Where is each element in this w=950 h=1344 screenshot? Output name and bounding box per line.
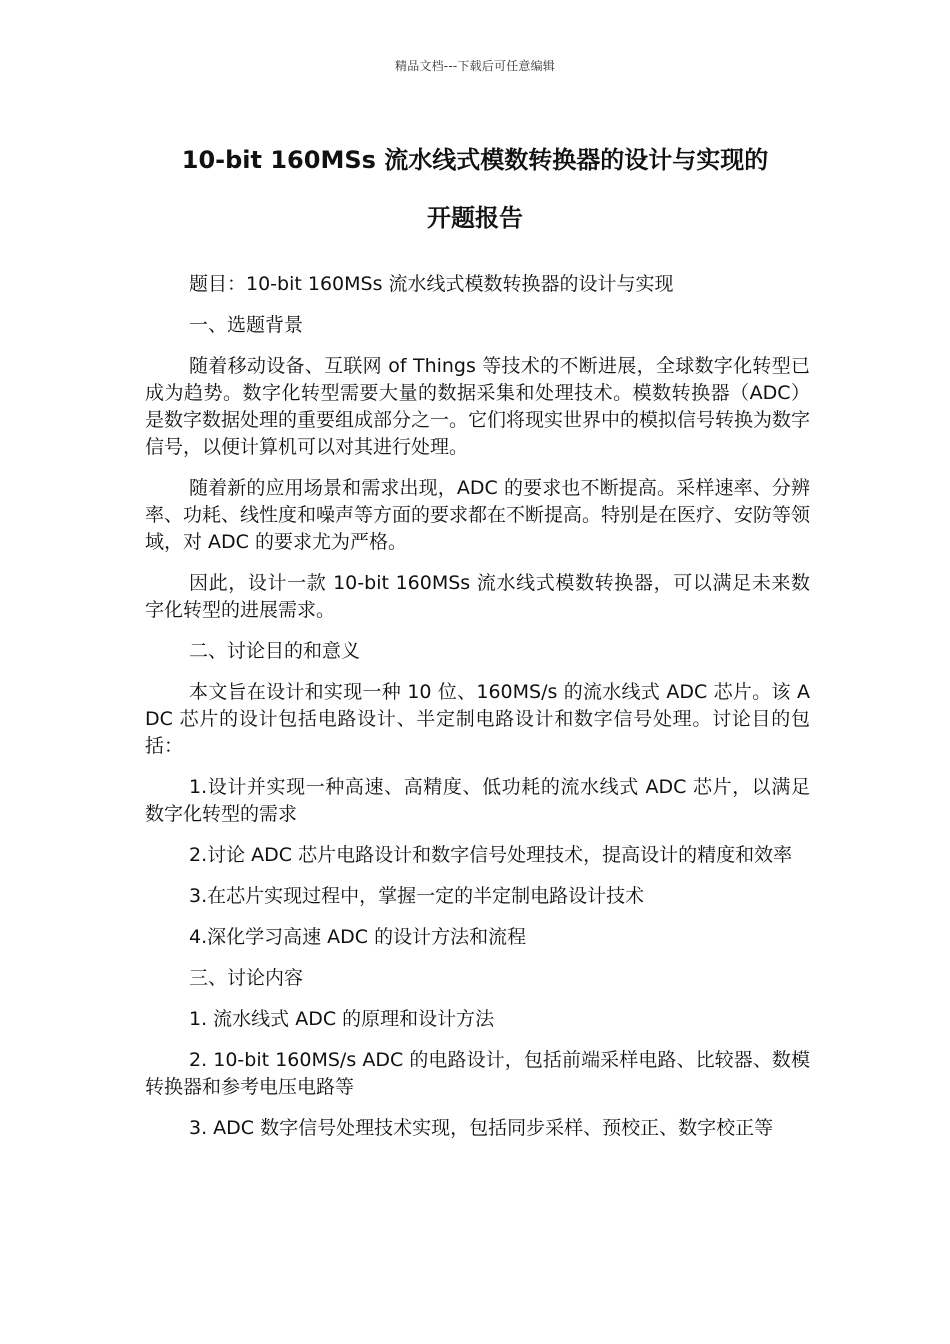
subject-line: 题目：10-bit 160MSs 流水线式模数转换器的设计与实现 (189, 273, 674, 295)
section-heading-background: 一、选题背景 (189, 314, 304, 336)
document-title-line-2: 开题报告 (427, 204, 523, 232)
list-item: 1.设计并实现一种高速、高精度、低功耗的流水线式 ADC 芯片，以满足数字化转型的需求 (145, 776, 810, 825)
list-item: 3.在芯片实现过程中，掌握一定的半定制电路设计技术 (189, 885, 645, 907)
section-heading-content: 三、讨论内容 (189, 967, 304, 989)
list-item: 3. ADC 数字信号处理技术实现，包括同步采样、预校正、数字校正等 (189, 1117, 774, 1139)
body-paragraph: 随着新的应用场景和需求出现，ADC 的要求也不断提高。采样速率、分辨率、功耗、线性度和噪声等方面的要求都在不断提高。特别是在医疗、安防等领域，对 ADC 的要求尤为严格。 (145, 477, 811, 553)
document-title-line-1: 10-bit 160MSs 流水线式模数转换器的设计与实现的 (181, 146, 769, 174)
document-body (145, 271, 810, 1156)
body-paragraph: 因此，设计一款 10-bit 160MSs 流水线式模数转换器，可以满足未来数字化转型的进展需求。 (145, 572, 810, 621)
list-item: 1. 流水线式 ADC 的原理和设计方法 (189, 1008, 495, 1030)
header-note: 精品文档---下载后可任意编辑 (395, 59, 555, 73)
list-item: 2. 10-bit 160MS/s ADC 的电路设计，包括前端采样电路、比较器、数模转换器和参考电压电路等 (145, 1049, 810, 1098)
body-paragraph: 本文旨在设计和实现一种 10 位、160MS/s 的流水线式 ADC 芯片。该 ADC 芯片的设计包括电路设计、半定制电路设计和数字信号处理。讨论目的包括： (145, 681, 810, 757)
list-item: 2.讨论 ADC 芯片电路设计和数字信号处理技术，提高设计的精度和效率 (189, 844, 793, 866)
section-heading-purpose: 二、讨论目的和意义 (189, 640, 361, 662)
list-item: 4.深化学习高速 ADC 的设计方法和流程 (189, 926, 527, 948)
body-paragraph: 随着移动设备、互联网 of Things 等技术的不断进展，全球数字化转型已成为趋势。数字化转型需要大量的数据采集和处理技术。模数转换器（ADC）是数字数据处理的重要组成部分之一。它们将现实世界中的模拟信号转换为数字信号，以便计算机可以对其进行处理。 (145, 355, 811, 458)
